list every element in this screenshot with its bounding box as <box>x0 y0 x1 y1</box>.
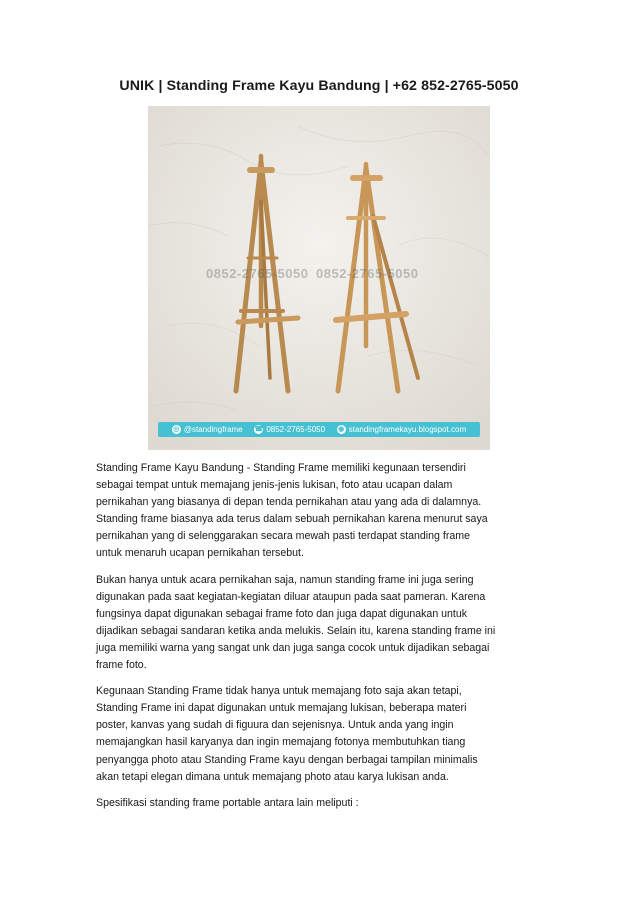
product-photo <box>148 106 490 450</box>
footer-website-text: standingframekayu.blogspot.com <box>348 425 467 434</box>
article-body <box>96 460 552 821</box>
paragraph-line: Kegunaan Standing Frame tidak hanya untuk memajang foto saja akan tetapi, <box>96 685 462 698</box>
footer-instagram <box>172 425 243 434</box>
paragraph-line: poster, kanvas yang sudah di figuura dan sejenisnya. Untuk anda yang ingin <box>96 719 454 732</box>
paragraph-line: memajangkan hasil karyanya dan ingin memajang fotonya membutuhkan tiang <box>96 736 466 749</box>
photo-footer-bar <box>158 422 480 437</box>
watermark-text-1: 0852-2765-5050 <box>206 266 309 281</box>
paragraph-line: penyangga photo atau Standing Frame kayu dengan berbagai tampilan minimalis <box>96 753 478 766</box>
paragraph-line: pernikahan yang biasanya di depan tenda pernikahan atau yang ada di dalamnya. <box>96 496 482 509</box>
paragraph-line: frame foto. <box>96 659 147 672</box>
paragraph-line: Standing frame biasanya ada terus dalam sebuah pernikahan karena menurut saya <box>96 513 488 526</box>
paragraph-2 <box>96 572 552 675</box>
paragraph-4 <box>96 795 552 812</box>
page-title: UNIK | Standing Frame Kayu Bandung | +62 852-2765-5050 <box>119 78 519 94</box>
paragraph-line: juga memiliki warna yang sangat unk dan juga sanga cocok untuk dijadikan sebagai <box>96 641 490 654</box>
paragraph-line: digunakan pada saat kegiatan-kegiatan diluar ataupun pada saat pameran. Karena <box>96 590 486 603</box>
instagram-icon: ◎ <box>173 426 180 433</box>
footer-instagram-text: @standingframe <box>183 425 243 434</box>
footer-website <box>337 425 466 434</box>
phone-icon: ☎ <box>254 426 264 433</box>
globe-icon: ◉ <box>338 426 345 433</box>
paragraph-line: dijadikan sebagai sandaran ketika anda melukis. Selain itu, karena standing frame ini <box>96 624 496 637</box>
paragraph-line: Bukan hanya untuk acara pernikahan saja, namun standing frame ini juga sering <box>96 573 474 586</box>
footer-phone-text: 0852-2765-5050 <box>266 425 326 434</box>
paragraph-line: akan tetapi elegan dimana untuk memajang photo atau karya lukisan anda. <box>96 770 449 783</box>
paragraph-line: untuk menaruh ucapan pernikahan tersebut. <box>96 547 304 560</box>
paragraph-line: Standing Frame Kayu Bandung - Standing Frame memiliki kegunaan tersendiri <box>96 462 466 474</box>
paragraph-line: Standing Frame ini dapat digunakan untuk memajang lukisan, beberapa materi <box>96 702 467 715</box>
paragraph-1 <box>96 460 552 563</box>
paragraph-line: fungsinya dapat digunakan sebagai frame foto dan juga dapat digunakan untuk <box>96 607 468 620</box>
footer-phone <box>254 425 325 434</box>
paragraph-line: Spesifikasi standing frame portable antara lain meliputi : <box>96 796 359 809</box>
paragraph-3 <box>96 683 552 786</box>
paragraph-line: pernikahan yang di selenggarakan secara mewah pasti terdapat standing frame <box>96 530 470 543</box>
paragraph-line: sebagai tempat untuk memajang jenis-jenis lukisan, foto atau ucapan dalam <box>96 479 453 492</box>
watermark-text-2: 0852-2765-5050 <box>316 266 419 281</box>
